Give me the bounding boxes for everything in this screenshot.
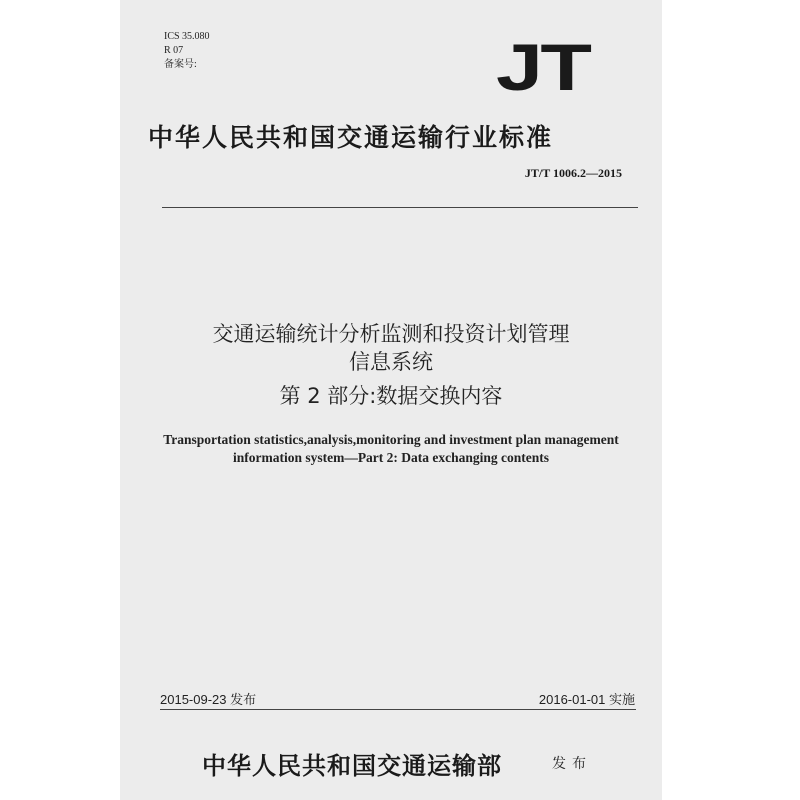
- standard-number: JT/T 1006.2—2015: [524, 166, 622, 180]
- ics-code: ICS 35.080: [164, 31, 210, 42]
- publisher-name: 中华人民共和国交通运输部: [202, 751, 502, 780]
- class-code: R 07: [164, 45, 184, 56]
- record-number-label: 备案号:: [164, 59, 197, 70]
- english-title-line-1: Transportation statistics,analysis,monitoring and investment plan management: [163, 432, 619, 447]
- footer-divider: [160, 709, 636, 710]
- chinese-title-line-1: 交通运输统计分析监测和投资计划管理: [212, 322, 570, 346]
- implementation-date: 2016-01-01 实施: [538, 692, 635, 707]
- header-divider: [162, 207, 638, 208]
- jt-logo: JT: [496, 30, 590, 104]
- english-title-line-2: information system—Part 2: Data exchanging contents: [232, 450, 550, 465]
- publish-label: 发布: [552, 756, 592, 772]
- chinese-title-line-3: 第 2 部分:数据交换内容: [279, 384, 503, 408]
- release-date: 2015-09-23 发布: [160, 692, 257, 707]
- chinese-title-line-2: 信息系统: [349, 350, 433, 374]
- standard-title: 中华人民共和国交通运输行业标准: [148, 123, 554, 152]
- classification-meta: [164, 30, 210, 72]
